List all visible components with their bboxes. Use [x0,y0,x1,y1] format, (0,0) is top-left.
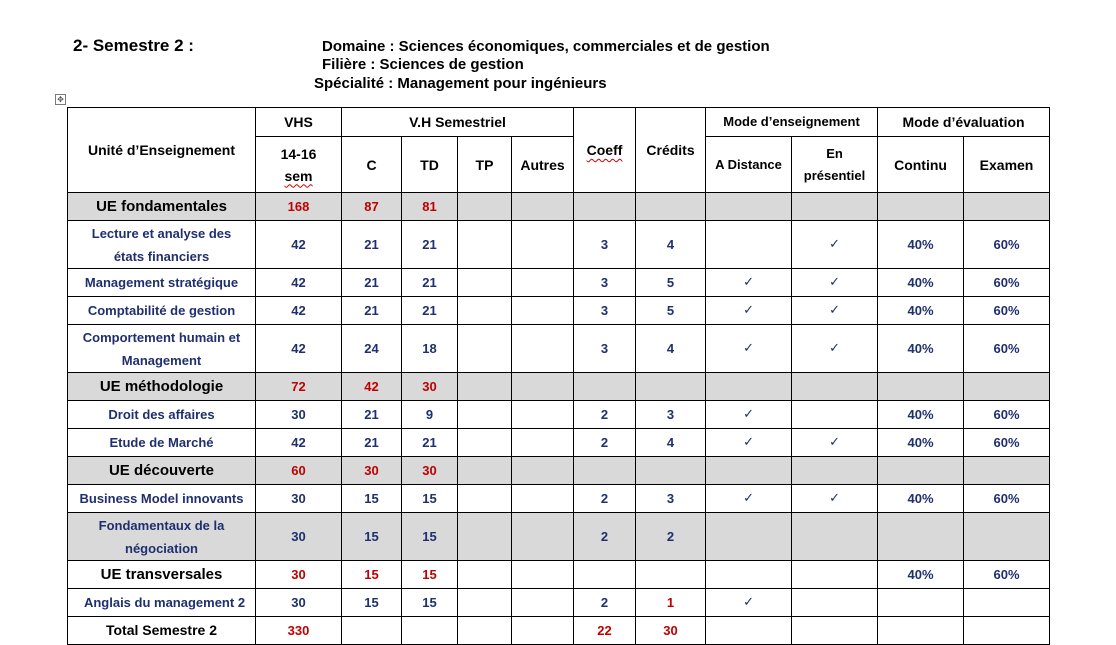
cell-credits: 3 [636,485,706,513]
header-a-distance: A Distance [706,137,792,193]
header-examen: Examen [964,137,1050,193]
check-icon: ✓ [706,589,792,617]
cell-coeff [574,457,636,485]
cell-c: 30 [342,457,402,485]
cell-c: 15 [342,513,402,561]
cell-presentiel [792,193,878,221]
ue-label: Comptabilité de gestion [68,297,256,325]
cell-presentiel [792,513,878,561]
ue-group-label: UE découverte [68,457,256,485]
cell-c: 21 [342,269,402,297]
header-en-presentiel: En présentiel [792,137,878,193]
table-row [68,561,1050,589]
cell-credits: 5 [636,297,706,325]
cell-tp [458,457,512,485]
cell-examen: 60% [964,269,1050,297]
ue-label: Fondamentaux de la négociation [68,513,256,561]
cell-distance [706,193,792,221]
cell-autres [512,561,574,589]
cell-coeff: 2 [574,485,636,513]
filiere-line: Filière : Sciences de gestion [322,56,524,73]
cell-tp [458,617,512,645]
header-vhs: VHS [256,108,342,137]
cell-autres [512,325,574,373]
cell-credits: 4 [636,221,706,269]
semester-title: 2- Semestre 2 : [73,36,194,55]
cell-continu: 40% [878,561,964,589]
header-coeff: Coeff [574,108,636,193]
header-autres: Autres [512,137,574,193]
check-icon: ✓ [706,429,792,457]
cell-vhs: 72 [256,373,342,401]
cell-credits [636,457,706,485]
cell-distance [706,513,792,561]
cell-presentiel [792,457,878,485]
cell-tp [458,429,512,457]
cell-tp [458,325,512,373]
header-mode-enseignement: Mode d’enseignement [706,108,878,137]
ue-label: Droit des affaires [68,401,256,429]
cell-credits: 1 [636,589,706,617]
cell-vhs: 30 [256,485,342,513]
cell-td: 30 [402,373,458,401]
cell-c: 15 [342,485,402,513]
cell-autres [512,485,574,513]
check-icon: ✓ [792,429,878,457]
cell-td: 21 [402,297,458,325]
ue-group-label: UE méthodologie [68,373,256,401]
cell-credits: 5 [636,269,706,297]
cell-credits [636,561,706,589]
cell-vhs: 30 [256,401,342,429]
check-icon [792,401,878,429]
cell-credits: 4 [636,429,706,457]
cell-c [342,617,402,645]
check-icon: ✓ [792,325,878,373]
cell-coeff: 3 [574,221,636,269]
cell-examen: 60% [964,401,1050,429]
cell-td: 15 [402,513,458,561]
cell-coeff: 2 [574,513,636,561]
check-icon: ✓ [792,297,878,325]
table-row [68,513,1050,561]
cell-c: 24 [342,325,402,373]
cell-presentiel [792,617,878,645]
header-td: TD [402,137,458,193]
cell-coeff: 3 [574,269,636,297]
check-icon: ✓ [792,269,878,297]
cell-tp [458,221,512,269]
table-row [68,221,1050,269]
cell-continu: 40% [878,429,964,457]
cell-distance [706,617,792,645]
cell-c: 15 [342,589,402,617]
cell-c: 21 [342,401,402,429]
cell-examen: 60% [964,297,1050,325]
cell-distance [706,373,792,401]
cell-coeff: 3 [574,297,636,325]
cell-td: 21 [402,269,458,297]
table-row [68,325,1050,373]
cell-td: 30 [402,457,458,485]
cell-autres [512,589,574,617]
check-icon: ✓ [706,269,792,297]
cell-examen [964,193,1050,221]
cell-td: 21 [402,221,458,269]
cell-td: 15 [402,485,458,513]
table-row [68,269,1050,297]
cell-continu: 40% [878,269,964,297]
cell-credits: 3 [636,401,706,429]
cell-autres [512,429,574,457]
cell-tp [458,401,512,429]
check-icon: ✓ [792,485,878,513]
cell-continu: 40% [878,325,964,373]
cell-c: 21 [342,297,402,325]
cell-c: 42 [342,373,402,401]
cell-autres [512,269,574,297]
header-vhs-weeks: 14-16 sem [256,137,342,193]
ue-group-label: UE fondamentales [68,193,256,221]
header-ue: Unité d’Enseignement [68,108,256,193]
cell-tp [458,485,512,513]
ue-label: Business Model innovants [68,485,256,513]
cell-continu: 40% [878,221,964,269]
cell-credits [636,373,706,401]
move-anchor-icon[interactable]: ✥ [55,94,66,105]
table-row [68,429,1050,457]
cell-c: 15 [342,561,402,589]
cell-examen [964,457,1050,485]
cell-c: 21 [342,429,402,457]
cell-tp [458,269,512,297]
header-continu: Continu [878,137,964,193]
ue-label: Comportement humain et Management [68,325,256,373]
table-row [68,373,1050,401]
cell-td: 15 [402,589,458,617]
ue-label: Etude de Marché [68,429,256,457]
table-row [68,589,1050,617]
cell-continu: 40% [878,297,964,325]
header-credits: Crédits [636,108,706,193]
cell-vhs: 42 [256,269,342,297]
cell-td: 21 [402,429,458,457]
cell-tp [458,373,512,401]
cell-credits: 4 [636,325,706,373]
table-row [68,457,1050,485]
cell-continu: 40% [878,485,964,513]
cell-vhs: 60 [256,457,342,485]
cell-examen [964,617,1050,645]
cell-coeff: 3 [574,325,636,373]
cell-continu [878,457,964,485]
check-icon [706,221,792,269]
ue-label: Management stratégique [68,269,256,297]
cell-autres [512,617,574,645]
cell-examen: 60% [964,325,1050,373]
ue-group-label: UE transversales [68,561,256,589]
cell-continu [878,589,964,617]
check-icon: ✓ [706,485,792,513]
cell-examen: 60% [964,561,1050,589]
cell-td [402,617,458,645]
check-icon [792,589,878,617]
table-row [68,401,1050,429]
cell-c: 21 [342,221,402,269]
cell-vhs: 42 [256,297,342,325]
cell-autres [512,513,574,561]
cell-coeff: 2 [574,401,636,429]
cell-examen [964,589,1050,617]
cell-td: 9 [402,401,458,429]
cell-vhs: 30 [256,513,342,561]
cell-coeff [574,561,636,589]
header-tp: TP [458,137,512,193]
cell-vhs: 168 [256,193,342,221]
cell-autres [512,193,574,221]
cell-vhs: 30 [256,561,342,589]
cell-credits: 2 [636,513,706,561]
cell-presentiel [792,561,878,589]
cell-continu [878,513,964,561]
cell-autres [512,221,574,269]
cell-vhs: 42 [256,221,342,269]
cell-tp [458,297,512,325]
cell-td: 81 [402,193,458,221]
cell-vhs: 42 [256,429,342,457]
cell-vhs: 330 [256,617,342,645]
cell-examen [964,373,1050,401]
cell-c: 87 [342,193,402,221]
cell-examen [964,513,1050,561]
cell-autres [512,457,574,485]
cell-coeff: 2 [574,589,636,617]
cell-examen: 60% [964,221,1050,269]
cell-continu [878,617,964,645]
cell-autres [512,373,574,401]
total-label: Total Semestre 2 [68,617,256,645]
cell-distance [706,457,792,485]
cell-td: 15 [402,561,458,589]
cell-presentiel [792,373,878,401]
check-icon: ✓ [706,297,792,325]
cell-autres [512,297,574,325]
table-row [68,485,1050,513]
domaine-line: Domaine : Sciences économiques, commerciales et de gestion [322,38,770,55]
table-row [68,297,1050,325]
cell-continu [878,373,964,401]
cell-tp [458,193,512,221]
cell-credits [636,193,706,221]
header-c: C [342,137,402,193]
cell-examen: 60% [964,429,1050,457]
cell-examen: 60% [964,485,1050,513]
cell-credits: 30 [636,617,706,645]
specialite-line: Spécialité : Management pour ingénieurs [314,75,607,92]
cell-coeff [574,193,636,221]
check-icon: ✓ [706,325,792,373]
cell-td: 18 [402,325,458,373]
table-row-total [68,617,1050,645]
table-row [68,193,1050,221]
cell-coeff: 2 [574,429,636,457]
cell-coeff: 22 [574,617,636,645]
cell-tp [458,513,512,561]
header-mode-evaluation: Mode d’évaluation [878,108,1050,137]
check-icon: ✓ [706,401,792,429]
header-vh-semestriel: V.H Semestriel [342,108,574,137]
ue-label: Lecture et analyse des états financiers [68,221,256,269]
cell-continu: 40% [878,401,964,429]
check-icon: ✓ [792,221,878,269]
cell-autres [512,401,574,429]
cell-tp [458,561,512,589]
curriculum-table [67,107,1050,645]
ue-label: Anglais du management 2 [68,589,256,617]
cell-continu [878,193,964,221]
cell-distance [706,561,792,589]
cell-vhs: 42 [256,325,342,373]
cell-coeff [574,373,636,401]
cell-tp [458,589,512,617]
cell-vhs: 30 [256,589,342,617]
